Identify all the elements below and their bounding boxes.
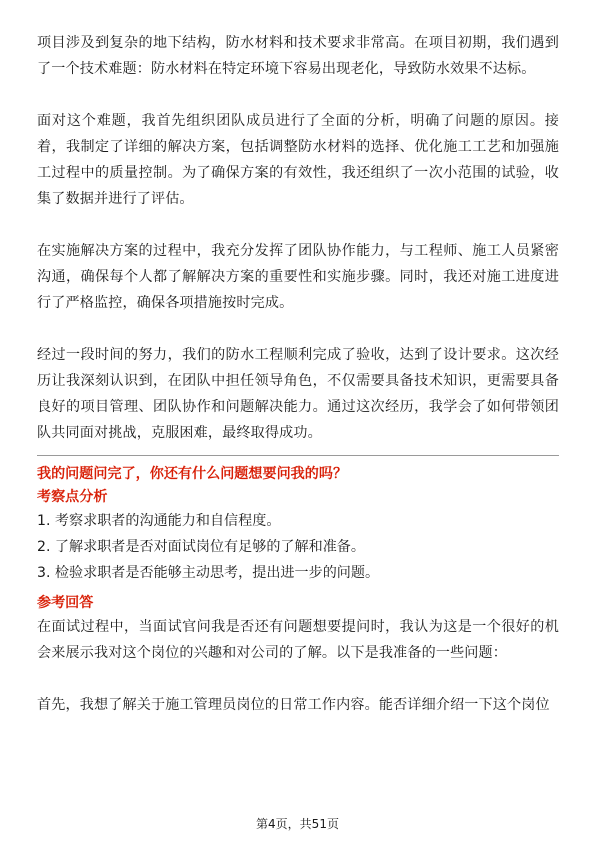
body-paragraph-4: 经过一段时间的努力，我们的防水工程顺利完成了验收，达到了设计要求。这次经历让我深刻认识到，在团队中担任领导角色，不仅需要具备技术知识，更需要具备良好的项目管理、团队协作和问题解决能力。通过这次经历，我学会了如何带领团队共同面对挑战，克服困难，最终取得成功。 bbox=[37, 347, 559, 441]
reference-heading: 参考回答 bbox=[37, 595, 94, 611]
body-paragraph-3: 在实施解决方案的过程中，我充分发挥了团队协作能力，与工程师、施工人员紧密沟通，确保每个人都了解解决方案的重要性和实施步骤。同时，我还对施工进度进行了严格监控，确保各项措施按时完成。 bbox=[37, 243, 559, 311]
analysis-item: 3. 检验求职者是否能够主动思考，提出进一步的问题。 bbox=[37, 565, 380, 581]
page-content bbox=[37, 30, 559, 718]
section-divider bbox=[37, 455, 559, 456]
reference-paragraph-1: 在面试过程中，当面试官问我是否还有问题想要提问时，我认为这是一个很好的机会来展示我对这个岗位的兴趣和对公司的了解。以下是我准备的一些问题： bbox=[37, 619, 559, 661]
body-paragraph-2: 面对这个难题，我首先组织团队成员进行了全面的分析，明确了问题的原因。接着，我制定了详细的解决方案，包括调整防水材料的选择、优化施工工艺和加强施工过程中的质量控制。为了确保方案的有效性，我还组织了一次小范围的试验，收集了数据并进行了评估。 bbox=[37, 113, 559, 207]
analysis-item: 1. 考察求职者的沟通能力和自信程度。 bbox=[37, 513, 281, 529]
analysis-heading: 考察点分析 bbox=[37, 489, 108, 505]
analysis-item: 2. 了解求职者是否对面试岗位有足够的了解和准备。 bbox=[37, 539, 365, 555]
analysis-list bbox=[37, 508, 559, 586]
body-paragraph-1: 项目涉及到复杂的地下结构，防水材料和技术要求非常高。在项目初期，我们遇到了一个技术难题：防水材料在特定环境下容易出现老化，导致防水效果不达标。 bbox=[37, 35, 559, 77]
reference-paragraph-2: 首先，我想了解关于施工管理员岗位的日常工作内容。能否详细介绍一下这个岗位 bbox=[37, 697, 550, 713]
interview-question: 我的问题问完了，你还有什么问题想要问我的吗？ bbox=[37, 466, 348, 482]
page-number: 第4页，共51页 bbox=[256, 817, 339, 831]
